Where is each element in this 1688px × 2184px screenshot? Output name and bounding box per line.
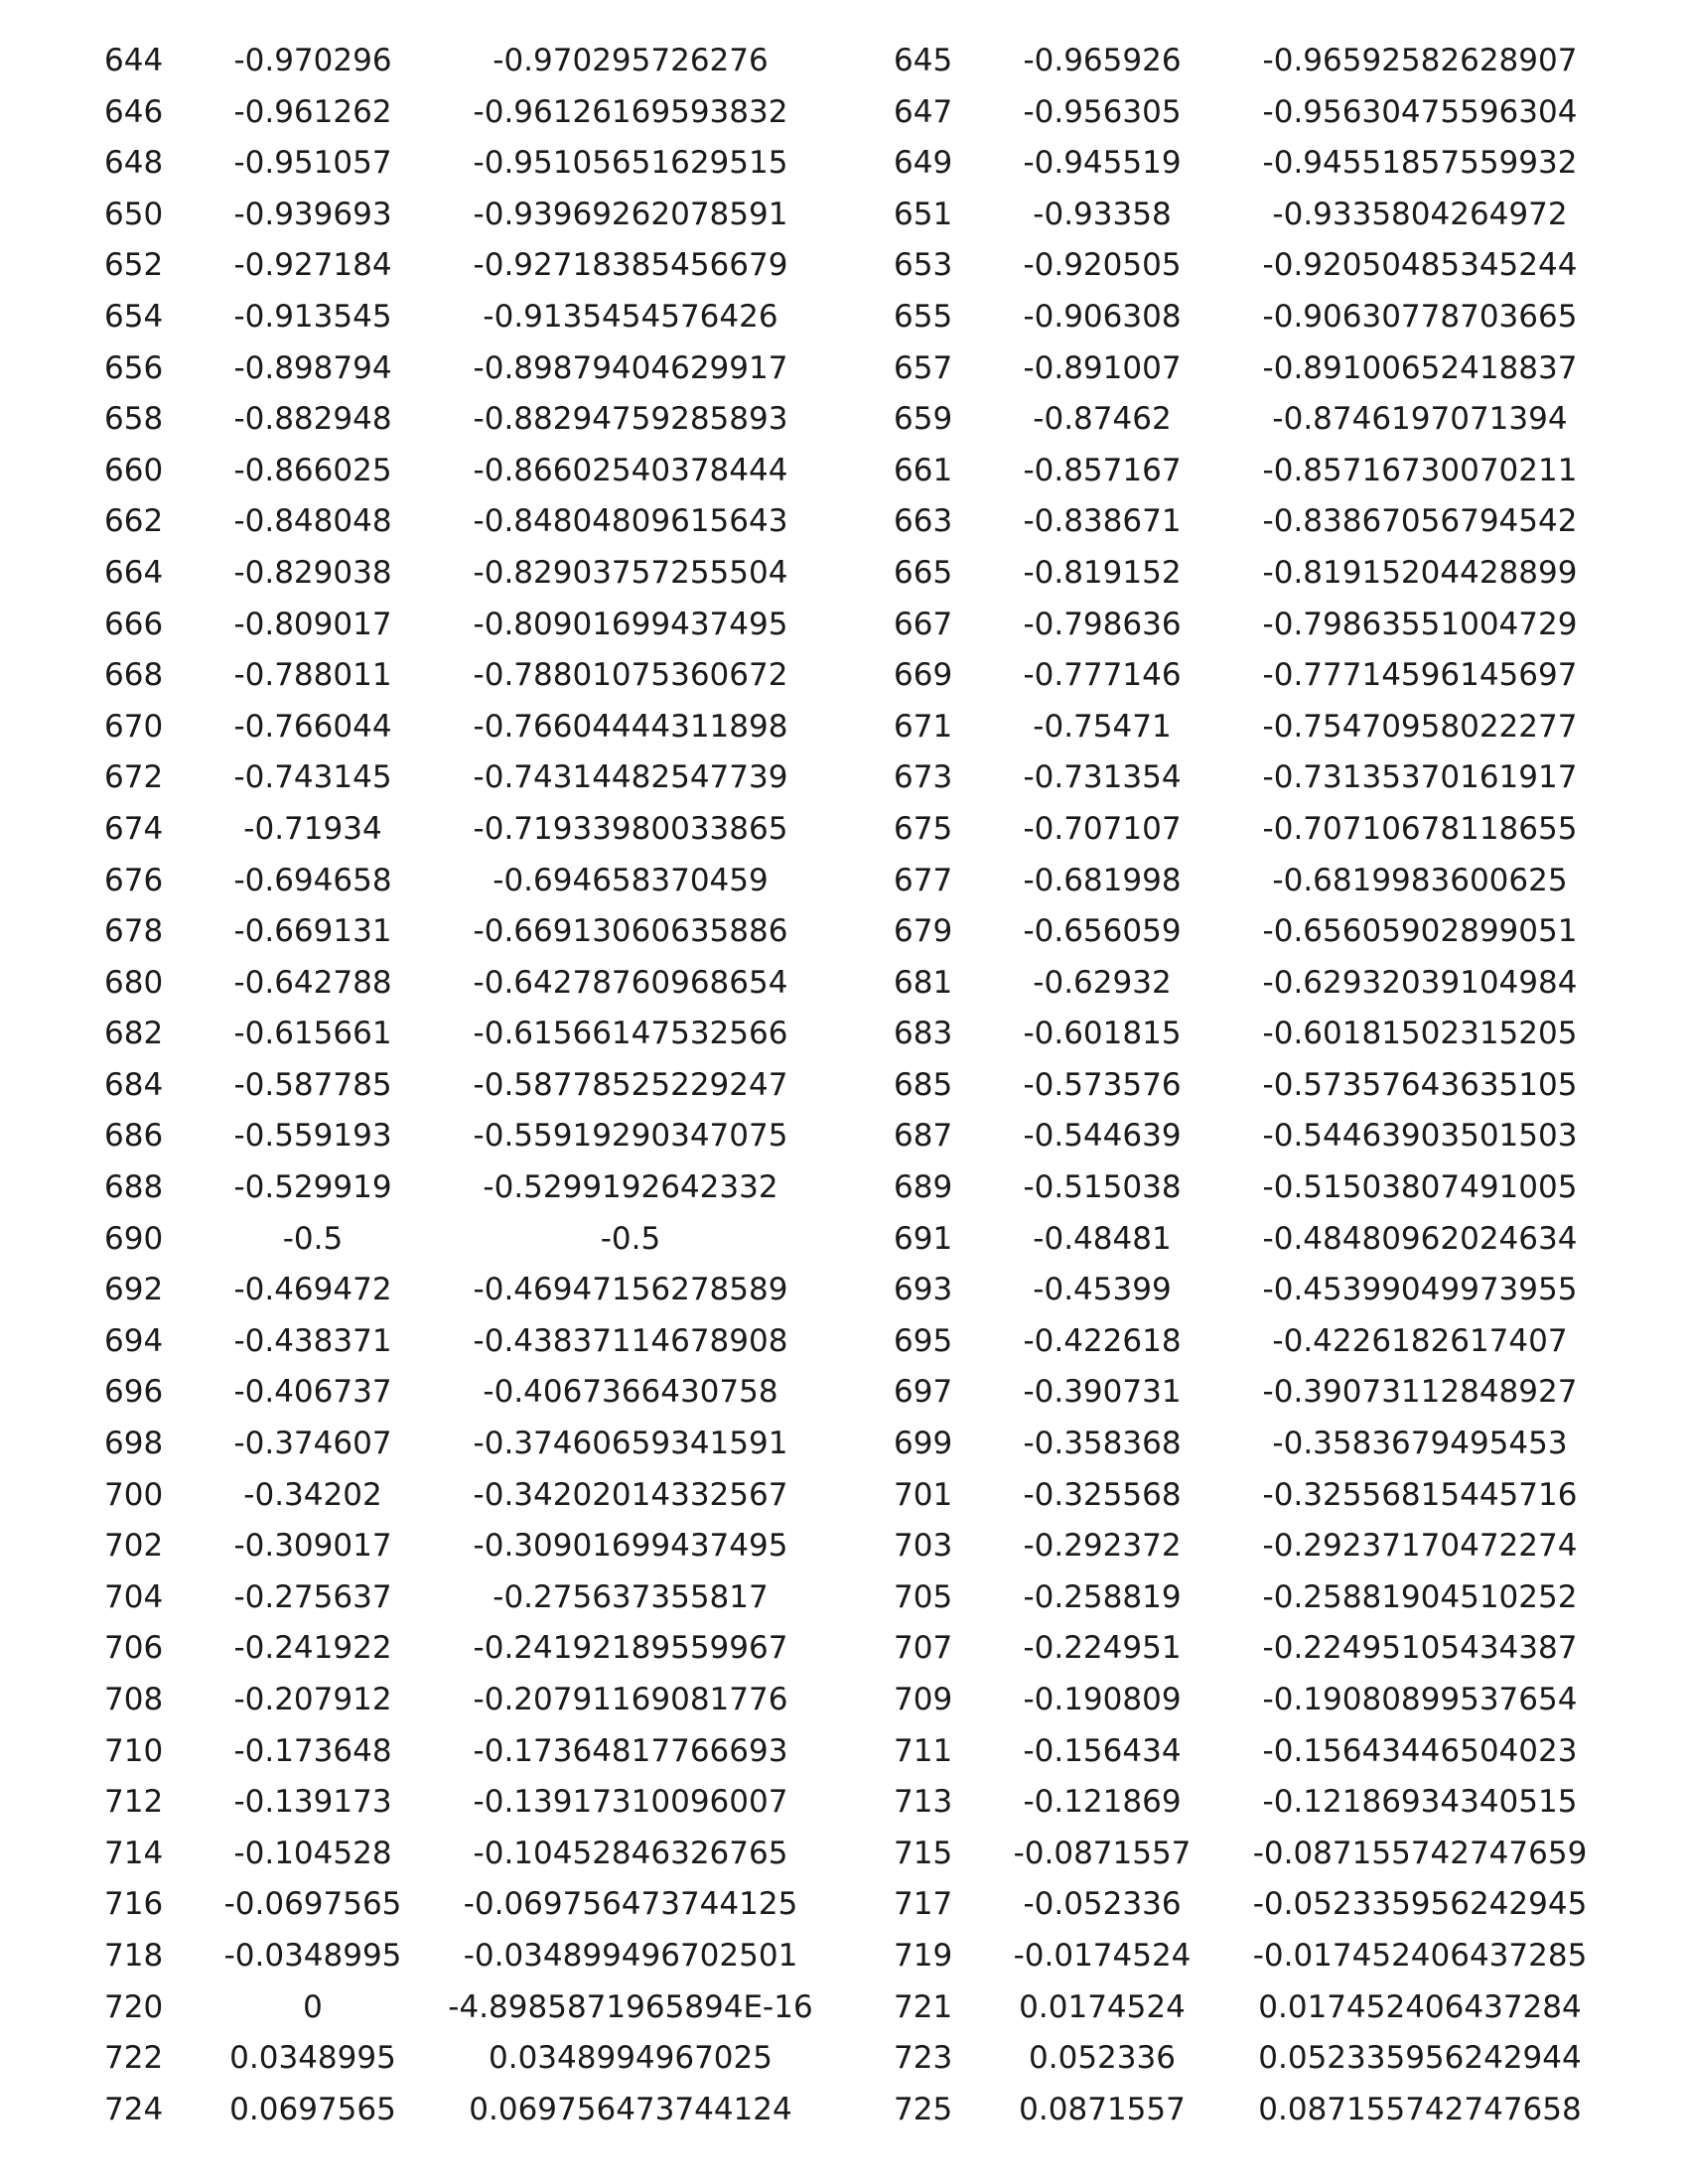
rounded-value-cell: -0.052336 [1023, 1886, 1182, 1923]
rounded-value-cell: -0.515038 [1023, 1169, 1182, 1206]
index-cell: 680 [104, 964, 164, 1001]
precise-value-cell: -0.62932039104984 [1262, 964, 1578, 1001]
rounded-value-cell: -0.906308 [1023, 298, 1182, 335]
index-cell: 713 [894, 1784, 953, 1821]
index-cell: 715 [894, 1835, 953, 1871]
index-cell: 670 [104, 708, 164, 745]
precise-value-cell: -0.12186934340515 [1262, 1784, 1578, 1821]
precise-value-cell: -0.034899496702501 [463, 1937, 798, 1974]
rounded-value-cell: -0.406737 [233, 1374, 392, 1411]
table-row [0, 552, 1688, 604]
rounded-value-cell: -0.422618 [1023, 1322, 1182, 1359]
rounded-value-cell: -0.951057 [233, 145, 392, 182]
index-cell: 651 [894, 196, 953, 232]
table-row [0, 1013, 1688, 1064]
rounded-value-cell: -0.469472 [233, 1272, 392, 1308]
rounded-value-cell: -0.62932 [1033, 964, 1172, 1001]
table-row [0, 1627, 1688, 1679]
index-cell: 691 [894, 1220, 953, 1257]
rounded-value-cell: -0.945519 [1023, 145, 1182, 182]
index-cell: 693 [894, 1272, 953, 1308]
precise-value-cell: -0.4226182617407 [1272, 1322, 1568, 1359]
rounded-value-cell: 0.0697565 [229, 2091, 396, 2127]
precise-value-cell: -0.70710678118655 [1262, 810, 1578, 847]
rounded-value-cell: -0.669131 [233, 913, 392, 950]
rounded-value-cell: -0.956305 [1023, 93, 1182, 130]
precise-value-cell: -0.88294759285893 [473, 401, 788, 438]
precise-value-cell: -0.95105651629515 [473, 145, 788, 182]
table-row [0, 91, 1688, 143]
rounded-value-cell: -0.190809 [1023, 1682, 1182, 1717]
index-cell: 707 [894, 1630, 953, 1667]
precise-value-cell: -0.95630475596304 [1262, 93, 1578, 130]
index-cell: 647 [894, 93, 953, 130]
index-cell: 667 [894, 606, 953, 642]
rounded-value-cell: -0.707107 [1023, 810, 1182, 847]
rounded-value-cell: -0.961262 [233, 93, 392, 130]
index-cell: 718 [104, 1937, 164, 1974]
rounded-value-cell: -0.224951 [1023, 1630, 1182, 1667]
index-cell: 714 [104, 1835, 164, 1871]
index-cell: 699 [894, 1426, 953, 1462]
index-cell: 650 [104, 196, 164, 232]
index-cell: 720 [104, 1988, 164, 2025]
rounded-value-cell: -0.559193 [233, 1118, 392, 1155]
rounded-value-cell: -0.766044 [233, 708, 392, 745]
rounded-value-cell: -0.358368 [1023, 1426, 1182, 1462]
index-cell: 709 [894, 1682, 953, 1717]
rounded-value-cell: 0 [303, 1988, 323, 2025]
precise-value-cell: -0.22495105434387 [1262, 1630, 1578, 1667]
index-cell: 652 [104, 247, 164, 284]
index-cell: 663 [894, 503, 953, 540]
index-cell: 687 [894, 1118, 953, 1155]
precise-value-cell: -0.20791169081776 [473, 1682, 788, 1717]
precise-value-cell: -0.6819983600625 [1272, 862, 1568, 898]
rounded-value-cell: -0.34202 [243, 1476, 382, 1513]
precise-value-cell: -0.8746197071394 [1272, 401, 1568, 438]
rounded-value-cell: -0.788011 [233, 657, 392, 694]
precise-value-cell: -0.017452406437285 [1252, 1937, 1588, 1974]
table-row [0, 1269, 1688, 1320]
index-cell: 708 [104, 1682, 164, 1717]
rounded-value-cell: -0.743145 [233, 759, 392, 796]
rounded-value-cell: -0.857167 [1023, 452, 1182, 488]
index-cell: 653 [894, 247, 953, 284]
index-cell: 669 [894, 657, 953, 694]
index-cell: 666 [104, 606, 164, 642]
index-cell: 722 [104, 2040, 164, 2077]
precise-value-cell: -0.10452846326765 [473, 1835, 788, 1871]
rounded-value-cell: -0.913545 [233, 298, 392, 335]
precise-value-cell: 0.069756473744124 [469, 2091, 792, 2127]
index-cell: 674 [104, 810, 164, 847]
precise-value-cell: -0.65605902899051 [1262, 913, 1578, 950]
rounded-value-cell: -0.819152 [1023, 554, 1182, 591]
rounded-value-cell: -0.93358 [1033, 196, 1172, 232]
rounded-value-cell: -0.48481 [1033, 1220, 1172, 1257]
rounded-value-cell: 0.0348995 [229, 2040, 396, 2077]
table-row [0, 450, 1688, 501]
index-cell: 705 [894, 1578, 953, 1615]
index-cell: 673 [894, 759, 953, 796]
precise-value-cell: -0.17364817766693 [473, 1732, 788, 1769]
rounded-value-cell: -0.601815 [1023, 1016, 1182, 1052]
index-cell: 710 [104, 1732, 164, 1769]
rounded-value-cell: -0.207912 [233, 1682, 392, 1717]
rounded-value-cell: -0.920505 [1023, 247, 1182, 284]
index-cell: 664 [104, 554, 164, 591]
rounded-value-cell: -0.438371 [233, 1322, 392, 1359]
rounded-value-cell: -0.139173 [233, 1784, 392, 1821]
precise-value-cell: -0.275637355817 [492, 1578, 769, 1615]
index-cell: 656 [104, 349, 164, 386]
precise-value-cell: -0.4067366430758 [483, 1374, 778, 1411]
precise-value-cell: -0.90630778703665 [1262, 298, 1578, 335]
rounded-value-cell: -0.573576 [1023, 1066, 1182, 1103]
index-cell: 721 [894, 1988, 953, 2025]
index-cell: 698 [104, 1426, 164, 1462]
table-row [0, 654, 1688, 706]
index-cell: 671 [894, 708, 953, 745]
index-cell: 711 [894, 1732, 953, 1769]
precise-value-cell: -0.45399049973955 [1262, 1272, 1578, 1308]
precise-value-cell: -0.087155742747659 [1252, 1835, 1588, 1871]
precise-value-cell: -0.93969262078591 [473, 196, 788, 232]
table-row [0, 1064, 1688, 1116]
table-row [0, 244, 1688, 296]
index-cell: 704 [104, 1578, 164, 1615]
rounded-value-cell: -0.0871557 [1013, 1835, 1192, 1871]
rounded-value-cell: -0.544639 [1023, 1118, 1182, 1155]
table-row [0, 2089, 1688, 2140]
index-cell: 688 [104, 1169, 164, 1206]
rounded-value-cell: -0.292372 [1023, 1528, 1182, 1565]
rounded-value-cell: -0.121869 [1023, 1784, 1182, 1821]
index-cell: 679 [894, 913, 953, 950]
index-cell: 724 [104, 2091, 164, 2127]
rounded-value-cell: -0.529919 [233, 1169, 392, 1206]
table-row [0, 1166, 1688, 1218]
index-cell: 658 [104, 401, 164, 438]
index-cell: 684 [104, 1066, 164, 1103]
rounded-value-cell: -0.898794 [233, 349, 392, 386]
rounded-value-cell: -0.374607 [233, 1426, 392, 1462]
rounded-value-cell: -0.45399 [1033, 1272, 1172, 1308]
index-cell: 662 [104, 503, 164, 540]
index-cell: 657 [894, 349, 953, 386]
precise-value-cell: -0.82903757255504 [473, 554, 788, 591]
index-cell: 682 [104, 1016, 164, 1052]
rounded-value-cell: -0.241922 [233, 1630, 392, 1667]
rounded-value-cell: -0.87462 [1033, 401, 1172, 438]
precise-value-cell: -0.19080899537654 [1262, 1682, 1578, 1717]
index-cell: 700 [104, 1476, 164, 1513]
precise-value-cell: -0.89100652418837 [1262, 349, 1578, 386]
table-row [0, 194, 1688, 245]
index-cell: 646 [104, 93, 164, 130]
index-cell: 725 [894, 2091, 953, 2127]
rounded-value-cell: -0.939693 [233, 196, 392, 232]
index-cell: 675 [894, 810, 953, 847]
index-cell: 690 [104, 1220, 164, 1257]
precise-value-cell: -0.052335956242945 [1252, 1886, 1588, 1923]
index-cell: 719 [894, 1937, 953, 1974]
precise-value-cell: -0.61566147532566 [473, 1016, 788, 1052]
table-row [0, 962, 1688, 1014]
table-row [0, 756, 1688, 808]
index-cell: 685 [894, 1066, 953, 1103]
index-cell: 694 [104, 1322, 164, 1359]
precise-value-cell: -0.39073112848927 [1262, 1374, 1578, 1411]
index-cell: 702 [104, 1528, 164, 1565]
precise-value-cell: -0.66913060635886 [473, 913, 788, 950]
index-cell: 686 [104, 1118, 164, 1155]
table-row [0, 347, 1688, 399]
precise-value-cell: -0.30901699437495 [473, 1528, 788, 1565]
rounded-value-cell: -0.275637 [233, 1578, 392, 1615]
precise-value-cell: -0.60181502315205 [1262, 1016, 1578, 1052]
precise-value-cell: -0.77714596145697 [1262, 657, 1578, 694]
value-table [0, 40, 1688, 2139]
table-row [0, 1525, 1688, 1576]
rounded-value-cell: -0.75471 [1033, 708, 1172, 745]
precise-value-cell: -0.54463903501503 [1262, 1118, 1578, 1155]
index-cell: 645 [894, 43, 953, 78]
table-row [0, 1115, 1688, 1166]
precise-value-cell: -0.79863551004729 [1262, 606, 1578, 642]
table-row [0, 604, 1688, 655]
precise-value-cell: -0.64278760968654 [473, 964, 788, 1001]
precise-value-cell: 0.017452406437284 [1258, 1988, 1582, 2025]
precise-value-cell: -0.24192189559967 [473, 1630, 788, 1667]
table-row [0, 1474, 1688, 1526]
precise-value-cell: -0.48480962024634 [1262, 1220, 1578, 1257]
precise-value-cell: -0.970295726276 [492, 43, 769, 78]
precise-value-cell: -0.694658370459 [492, 862, 769, 898]
table-row [0, 1730, 1688, 1782]
rounded-value-cell: -0.731354 [1023, 759, 1182, 796]
table-row [0, 1679, 1688, 1730]
precise-value-cell: -0.85716730070211 [1262, 452, 1578, 488]
table-row [0, 1833, 1688, 1884]
index-cell: 689 [894, 1169, 953, 1206]
rounded-value-cell: -0.927184 [233, 247, 392, 284]
precise-value-cell: -0.34202014332567 [473, 1476, 788, 1513]
rounded-value-cell: -0.0348995 [223, 1937, 402, 1974]
rounded-value-cell: -0.809017 [233, 606, 392, 642]
rounded-value-cell: -0.848048 [233, 503, 392, 540]
table-row [0, 1986, 1688, 2038]
table-row [0, 808, 1688, 860]
precise-value-cell: -0.81915204428899 [1262, 554, 1578, 591]
precise-value-cell: -0.069756473744125 [463, 1886, 798, 1923]
table-row [0, 1218, 1688, 1270]
table-row [0, 1320, 1688, 1372]
precise-value-cell: -0.78801075360672 [473, 657, 788, 694]
precise-value-cell: -0.51503807491005 [1262, 1169, 1578, 1206]
index-cell: 659 [894, 401, 953, 438]
index-cell: 648 [104, 145, 164, 182]
index-cell: 677 [894, 862, 953, 898]
table-row [0, 1883, 1688, 1935]
precise-value-cell: -0.25881904510252 [1262, 1578, 1578, 1615]
precise-value-cell: -0.96592582628907 [1262, 43, 1578, 78]
precise-value-cell: -0.89879404629917 [473, 349, 788, 386]
index-cell: 676 [104, 862, 164, 898]
index-cell: 692 [104, 1272, 164, 1308]
precise-value-cell: 0.0348994967025 [489, 2040, 773, 2077]
index-cell: 644 [104, 43, 164, 78]
rounded-value-cell: -0.325568 [1023, 1476, 1182, 1513]
precise-value-cell: -0.13917310096007 [473, 1784, 788, 1821]
index-cell: 665 [894, 554, 953, 591]
precise-value-cell: -0.9335804264972 [1272, 196, 1568, 232]
table-row [0, 910, 1688, 962]
rounded-value-cell: -0.615661 [233, 1016, 392, 1052]
precise-value-cell: -0.86602540378444 [473, 452, 788, 488]
table-row [0, 706, 1688, 757]
rounded-value-cell: -0.866025 [233, 452, 392, 488]
precise-value-cell: -0.43837114678908 [473, 1322, 788, 1359]
table-row [0, 1576, 1688, 1628]
rounded-value-cell: -0.642788 [233, 964, 392, 1001]
rounded-value-cell: -0.0174524 [1013, 1937, 1192, 1974]
rounded-value-cell: -0.681998 [1023, 862, 1182, 898]
index-cell: 716 [104, 1886, 164, 1923]
table-row [0, 296, 1688, 347]
precise-value-cell: -0.57357643635105 [1262, 1066, 1578, 1103]
precise-value-cell: -0.73135370161917 [1262, 759, 1578, 796]
precise-value-cell: -0.92718385456679 [473, 247, 788, 284]
index-cell: 654 [104, 298, 164, 335]
rounded-value-cell: -0.5 [282, 1220, 344, 1257]
table-row [0, 1423, 1688, 1474]
precise-value-cell: -0.76604444311898 [473, 708, 788, 745]
rounded-value-cell: -0.104528 [233, 1835, 392, 1871]
table-row [0, 1781, 1688, 1833]
precise-value-cell: -0.15643446504023 [1262, 1732, 1578, 1769]
index-cell: 649 [894, 145, 953, 182]
index-cell: 661 [894, 452, 953, 488]
index-cell: 701 [894, 1476, 953, 1513]
rounded-value-cell: -0.173648 [233, 1732, 392, 1769]
precise-value-cell: -0.55919290347075 [473, 1118, 788, 1155]
rounded-value-cell: -0.71934 [243, 810, 382, 847]
rounded-value-cell: -0.258819 [1023, 1578, 1182, 1615]
index-cell: 723 [894, 2040, 953, 2077]
rounded-value-cell: -0.587785 [233, 1066, 392, 1103]
precise-value-cell: -0.9135454576426 [483, 298, 778, 335]
rounded-value-cell: -0.965926 [1023, 43, 1182, 78]
index-cell: 706 [104, 1630, 164, 1667]
precise-value-cell: -0.29237170472274 [1262, 1528, 1578, 1565]
precise-value-cell: 0.052335956242944 [1258, 2040, 1582, 2077]
rounded-value-cell: -0.694658 [233, 862, 392, 898]
rounded-value-cell: -0.0697565 [223, 1886, 402, 1923]
precise-value-cell: -0.37460659341591 [473, 1426, 788, 1462]
precise-value-cell: -0.58778525229247 [473, 1066, 788, 1103]
index-cell: 696 [104, 1374, 164, 1411]
index-cell: 678 [104, 913, 164, 950]
precise-value-cell: -0.92050485345244 [1262, 247, 1578, 284]
rounded-value-cell: -0.838671 [1023, 503, 1182, 540]
table-row [0, 398, 1688, 450]
table-row [0, 1935, 1688, 1986]
precise-value-cell: -0.96126169593832 [473, 93, 788, 130]
rounded-value-cell: 0.0871557 [1019, 2091, 1186, 2127]
index-cell: 655 [894, 298, 953, 335]
index-cell: 717 [894, 1886, 953, 1923]
rounded-value-cell: -0.891007 [1023, 349, 1182, 386]
table-row [0, 40, 1688, 91]
rounded-value-cell: -0.970296 [233, 43, 392, 78]
index-cell: 668 [104, 657, 164, 694]
precise-value-cell: -0.46947156278589 [473, 1272, 788, 1308]
rounded-value-cell: -0.777146 [1023, 657, 1182, 694]
precise-value-cell: 0.087155742747658 [1258, 2091, 1582, 2127]
rounded-value-cell: -0.882948 [233, 401, 392, 438]
precise-value-cell: -0.75470958022277 [1262, 708, 1578, 745]
precise-value-cell: -0.80901699437495 [473, 606, 788, 642]
precise-value-cell: -0.94551857559932 [1262, 145, 1578, 182]
precise-value-cell: -0.5299192642332 [483, 1169, 778, 1206]
index-cell: 660 [104, 452, 164, 488]
precise-value-cell: -4.8985871965894E-16 [448, 1988, 813, 2025]
index-cell: 681 [894, 964, 953, 1001]
precise-value-cell: -0.5 [600, 1220, 661, 1257]
index-cell: 703 [894, 1528, 953, 1565]
index-cell: 695 [894, 1322, 953, 1359]
table-row [0, 142, 1688, 194]
table-row [0, 1371, 1688, 1423]
rounded-value-cell: -0.309017 [233, 1528, 392, 1565]
precise-value-cell: -0.32556815445716 [1262, 1476, 1578, 1513]
precise-value-cell: -0.74314482547739 [473, 759, 788, 796]
rounded-value-cell: -0.798636 [1023, 606, 1182, 642]
rounded-value-cell: -0.829038 [233, 554, 392, 591]
precise-value-cell: -0.71933980033865 [473, 810, 788, 847]
index-cell: 672 [104, 759, 164, 796]
precise-value-cell: -0.3583679495453 [1272, 1426, 1568, 1462]
precise-value-cell: -0.84804809615643 [473, 503, 788, 540]
index-cell: 683 [894, 1016, 953, 1052]
table-row [0, 2037, 1688, 2089]
table-row [0, 860, 1688, 911]
table-row [0, 500, 1688, 552]
rounded-value-cell: -0.656059 [1023, 913, 1182, 950]
index-cell: 697 [894, 1374, 953, 1411]
rounded-value-cell: -0.156434 [1023, 1732, 1182, 1769]
rounded-value-cell: 0.052336 [1029, 2040, 1176, 2077]
precise-value-cell: -0.83867056794542 [1262, 503, 1578, 540]
rounded-value-cell: -0.390731 [1023, 1374, 1182, 1411]
index-cell: 712 [104, 1784, 164, 1821]
rounded-value-cell: 0.0174524 [1019, 1988, 1186, 2025]
